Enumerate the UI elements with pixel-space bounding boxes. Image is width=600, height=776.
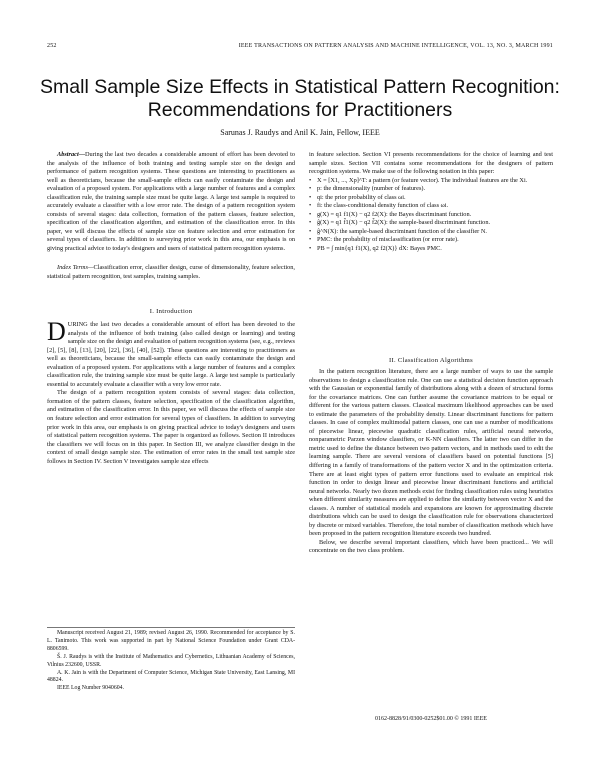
index-terms bbox=[47, 264, 295, 281]
notation-item: • X = [X1, ..., Xp]^T: a pattern (or feature vector). The individual features are the Xi. bbox=[309, 177, 553, 186]
introduction-body bbox=[47, 317, 295, 466]
footnotes bbox=[47, 630, 295, 693]
classification-paragraph-2: Below, we describe several important classifiers, which have been practiced... We will concentrate on the two class problem. bbox=[309, 538, 553, 555]
notation-item: • g(X) = q1 f1(X) − q2 f2(X): the Bayes discriminant function. bbox=[309, 211, 553, 220]
notation-item: • PMC: the probability of misclassification (or error rate). bbox=[309, 236, 553, 245]
classification-body bbox=[309, 368, 553, 556]
notation-item: • ĝ(X) = q1 f̂1(X) − q2 f̂2(X): the sample-based discriminant function. bbox=[309, 219, 553, 228]
footnote-jain: A. K. Jain is with the Department of Computer Science, Michigan State University, East Lansing, MI 48824. bbox=[47, 669, 295, 684]
copyright-line: 0162-8828/91/0300-0252$01.00 © 1991 IEEE bbox=[375, 716, 487, 722]
footnote-raudys: Š. J. Raudys is with the Institute of Mathematics and Cybernetics, Lithuanian Academy of Sciences, Vilnius 232600, USSR. bbox=[47, 653, 295, 668]
abstract-label: Abstract— bbox=[57, 151, 85, 158]
notation-item: • qi: the prior probability of class ωi. bbox=[309, 194, 553, 203]
notation-list bbox=[309, 177, 553, 254]
notation-item: • fi: the class-conditional density function of class ωi. bbox=[309, 202, 553, 211]
notation-item: • ĝ^N(X): the sample-based discriminant function of the classifier N. bbox=[309, 228, 553, 237]
abstract bbox=[47, 151, 295, 254]
abstract-text: During the last two decades a considerable amount of effort has been devoted to the analysis of the influence of both training and testing sample size on the design and performance of pattern recognition systems. These questions are interesting to practitioners as well as theoreticians, because the small-sample effects can easily contaminate the design and evaluation of a proposed system. For applications with a large number of features and a complex classification rule, the training sample size must be quite large. A large test sample is required to accurately evaluate a classifier with a low error rate. The design of a pattern recognition system consists of several stages: data collection, formation of the pattern classes, feature selection, specification of the classification algorithm, and estimation of the classification error. In this paper, we will discuss the effects of sample size on feature selection and error estimation for several types of classifiers. In addition to surveying prior work in this area, our emphasis is on giving practical advice to today's designers and users of statistical pattern recognition systems. bbox=[47, 151, 295, 253]
notation-item: • PB = ∫ min{q1 f1(X), q2 f2(X)} dX: Bayes PMC. bbox=[309, 245, 553, 254]
right-intro-text: in feature selection. Section VI presents recommendations for the choice of learning and test sample sizes. Section VII contains some recommendations for the designers of pattern recognition systems. We make use of the following notation in this paper: bbox=[309, 151, 553, 176]
notation-item: • p: the dimensionality (number of features). bbox=[309, 185, 553, 194]
page-number: 252 bbox=[47, 43, 57, 49]
index-terms-text: Classification error, classifier design, curse of dimensionality, feature selection, statistical pattern recognition, test samples, training samples. bbox=[47, 264, 296, 280]
paper-authors: Sarunas J. Raudys and Anil K. Jain, Fellow, IEEE bbox=[220, 128, 380, 137]
intro-paragraph-1: URING the last two decades a considerable amount of effort has been devoted to the analysis of the influence of both training (also called design or learning) and testing sample size on the design and evaluation of pattern recognition systems (see, e.g., reviews [2], [5], [8], [13], [20], [22], [36], [40], [52]). These questions are interesting to practitioners as well as theoreticians, because the small-sample effects can easily contaminate the design and evaluation of a proposed system. For applications with a large number of features and a complex classification rule, the training sample size must be quite large. A large test sample is particularly essential to accurately evaluate a classifier with a very low error rate. bbox=[47, 321, 295, 388]
classification-paragraph-1: In the pattern recognition literature, there are a large number of ways to use the sample observations to design a classification rule. One can use a statistical decision function approach with the Gaussian or exponential family of distributions along with a dozen of structural forms for the covariance matrices. One can further assume the covariance matrices to be equal or different for the various pattern classes. Classical maximum likelihood approaches can be used to estimate the parameters of the probability density. Linear discriminant functions for pattern classes. In case of complex multimodal pattern classes, one can use a number of modifications of piecewise linear, piecewise quadratic classification rules, artificial neural networks, nonparametric Parzen window classifiers, or K-NN classifiers. The latter two can differ in the metric used to define the distance between two pattern vectors, and in methods used to edit the learning sample. There are several versions of classifiers based on potential functions [5] differing in a family of transformations of the pattern vector X and in the optimization criteria. There are at least eight types of pattern error functions used to evaluate an empirical risk function in order to design linear and piecewise linear discriminant functions and artificial neural networks. Nearly two dozen methods exist for finding classification rules using heuristics when different similarity measures are applied to define the similarity between vector X and the classes. A number of statistical models and expansions are known for approximating discrete distributions which can be used to design the classification rule for observations characterized by discrete or mixed variables. Therefore, the total number of classification methods which have been proposed in the pattern recognition literature exceeds two hundred. bbox=[309, 368, 553, 538]
paper-title: Small Sample Size Effects in Statistical Pattern Recognition: Recommendations for Practitioners bbox=[40, 76, 560, 121]
drop-cap: D bbox=[47, 317, 66, 346]
footnote-log-number: IEEE Log Number 9040604. bbox=[57, 685, 124, 692]
footnote-manuscript: Manuscript received August 21, 1989; revised August 26, 1990. Recommended for acceptance by S. L. Tanimoto. This work was supported in part by National Science Foundation under Grant CDA-8806599. bbox=[47, 630, 295, 652]
intro-paragraph-2: The design of a pattern recognition system consists of several stages: data collection, formation of the pattern classes, feature selection, specification of the classification algorithm, and estimation of the classification error. In this paper, we will discuss the effects of sample size on feature selection and error estimation for several types of classifiers. In addition to surveying prior work in this area, our emphasis is on giving practical advice to today's designers and users of statistical pattern recognition systems. The paper is organized as follows. Section II introduces the classifiers we will focus on in this paper. In Section III, we analyze classifier design in the context of small design sample size. The estimation of error rates in the small test sample size follows in Section IV. Section V investigates sample size effects bbox=[47, 389, 295, 465]
footnote-divider bbox=[47, 627, 295, 628]
index-terms-label: Index Terms— bbox=[57, 264, 94, 271]
section-heading-classification: II. Classification Algorithms bbox=[389, 357, 473, 364]
section-heading-introduction: I. Introduction bbox=[149, 308, 193, 315]
right-column-intro bbox=[309, 151, 553, 254]
journal-header: IEEE TRANSACTIONS ON PATTERN ANALYSIS AND MACHINE INTELLIGENCE, VOL. 13, NO. 3, MARCH 1991 bbox=[238, 43, 553, 49]
